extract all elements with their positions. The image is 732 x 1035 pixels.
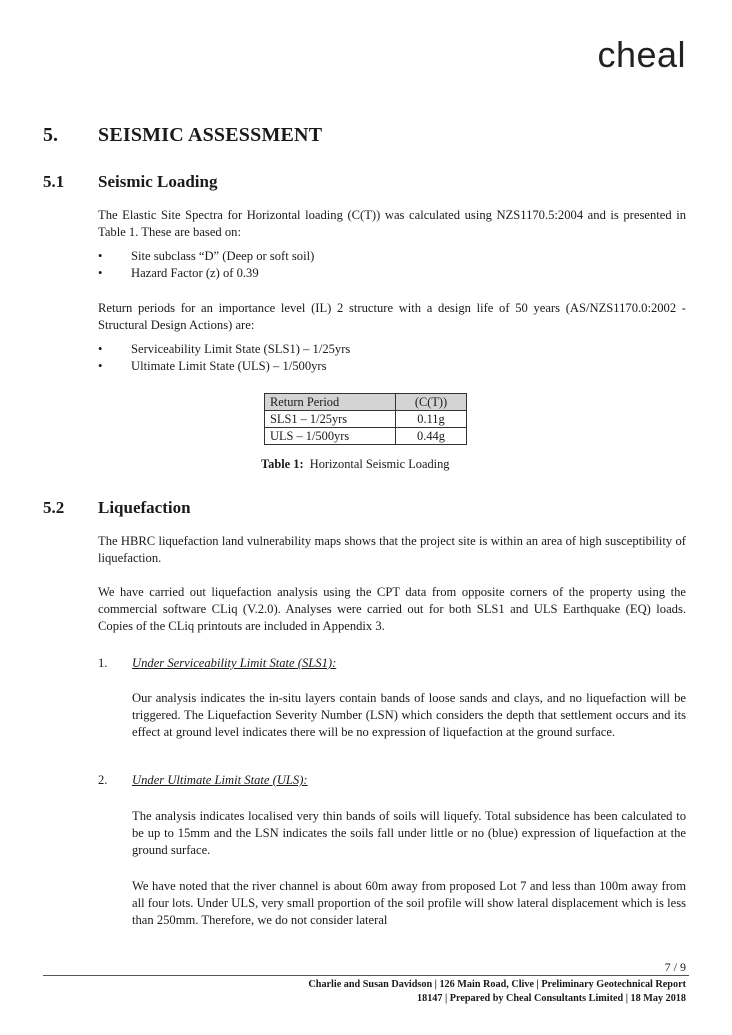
- paragraph: The HBRC liquefaction land vulnerability maps shows that the project site is within an area of high susceptibility of liquefaction.: [98, 534, 686, 565]
- subsection-title: Liquefaction: [98, 498, 191, 517]
- table-cell: SLS1 – 1/25yrs: [265, 411, 396, 428]
- table-row: [265, 428, 467, 445]
- table-caption: Table 1: Horizontal Seismic Loading: [261, 457, 450, 471]
- numbered-heading: [0, 656, 732, 674]
- bullet-icon: •: [98, 359, 103, 373]
- subsection-number: 5.2: [43, 498, 65, 517]
- table-cell: 0.44g: [396, 428, 467, 445]
- subsection-number: 5.1: [43, 172, 65, 191]
- table-header: (C(T)): [396, 394, 467, 411]
- paragraph: The Elastic Site Spectra for Horizontal loading (C(T)) was calculated using NZS1170.5:2004 and is presented in Table 1. These are based on:: [98, 208, 686, 239]
- item-number: 2.: [98, 773, 108, 787]
- paragraph: Return periods for an importance level (IL) 2 structure with a design life of 50 years (AS/NZS1170.0:2002 - Structural Design Actions) are:: [98, 301, 686, 332]
- subsection-title: Seismic Loading: [98, 172, 218, 191]
- section-title: SEISMIC ASSESSMENT: [98, 124, 323, 146]
- table-cell: 0.11g: [396, 411, 467, 428]
- table-cell: ULS – 1/500yrs: [265, 428, 396, 445]
- page-number: 7 / 9: [664, 960, 686, 974]
- bullet-icon: •: [98, 249, 103, 263]
- footer-divider: [43, 975, 689, 976]
- item-title: Under Ultimate Limit State (ULS):: [132, 773, 308, 787]
- paragraph: The analysis indicates localised very thin bands of soils will liquefy. Total subsidence has been calculated to be up to 15mm and the LSN indicates the soils fall under little or no (blue) expression of liquefaction at the ground surface.: [132, 809, 686, 857]
- company-logo: cheal: [597, 34, 686, 75]
- paragraph: We have noted that the river channel is about 60m away from proposed Lot 7 and less than 100m away from all four lots. Under ULS, very small proportion of the soil profile will show lateral displacement which is less than 250mm. Therefore, we do not consider lateral: [132, 879, 686, 927]
- footer-line-2: 18147 | Prepared by Cheal Consultants Limited | 18 May 2018: [417, 993, 686, 1004]
- table-header-row: [265, 394, 467, 411]
- item-title: Under Serviceability Limit State (SLS1):: [132, 656, 337, 670]
- paragraph: Our analysis indicates the in-situ layers contain bands of loose sands and clays, and no liquefaction will be triggered. The Liquefaction Severity Number (LSN) which considers the depth that settlement occurs and its effect at ground level indicates there will be no expression of liquefaction at the ground surface.: [132, 691, 686, 739]
- footer-line-1: Charlie and Susan Davidson | 126 Main Road, Clive | Preliminary Geotechnical Report: [308, 979, 686, 990]
- seismic-loading-table: [264, 393, 467, 445]
- table-header: Return Period: [265, 394, 396, 411]
- table-row: [265, 411, 467, 428]
- bullet-icon: •: [98, 266, 103, 280]
- item-number: 1.: [98, 656, 108, 670]
- numbered-heading: [0, 773, 732, 791]
- paragraph: We have carried out liquefaction analysis using the CPT data from opposite corners of the property using the commercial software CLiq (V.2.0). Analyses were carried out for both SLS1 and ULS Earthquake (EQ) loads. Copies of the CLiq printouts are included in Appendix 3.: [98, 585, 686, 633]
- bullet-icon: •: [98, 342, 103, 356]
- section-number: 5.: [43, 124, 58, 146]
